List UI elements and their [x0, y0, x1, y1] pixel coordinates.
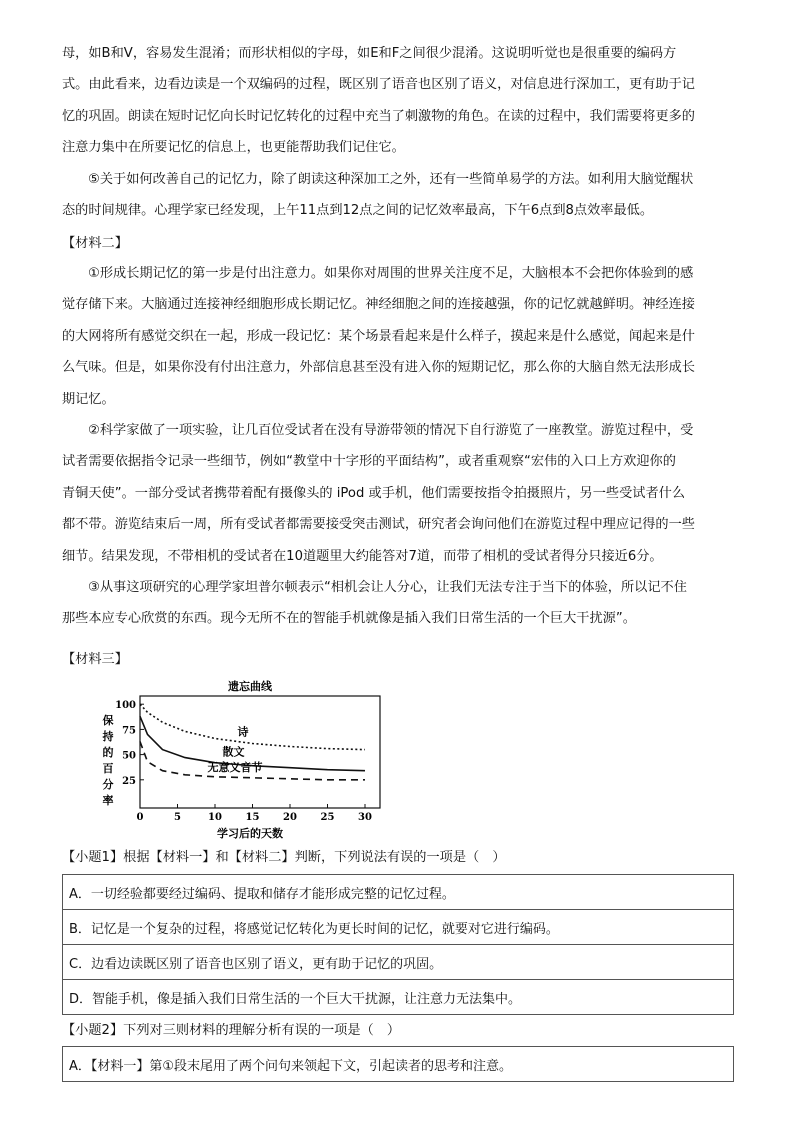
- text-line: 都不带。游览结束后一周，所有受试者都需要接受突击测试，研究者会询问他们在游览过程中理应记得的一些: [62, 517, 695, 533]
- y-axis-label-char: 率: [102, 794, 114, 807]
- y-axis-label-char: 百: [102, 762, 114, 775]
- y-tick-label: 75: [122, 725, 136, 737]
- text-line: 细节。结果发现，不带相机的受试者在10道题里大约能答对7道，而带了相机的受试者得分只接近6分。: [62, 548, 663, 564]
- y-tick-label: 50: [122, 750, 136, 762]
- x-tick-label: 30: [358, 812, 372, 823]
- q2-option-a[interactable]: A．【材料一】第①段末尾用了两个问句来领起下文，引起读者的思考和注意。: [63, 1047, 734, 1082]
- x-tick-label: 20: [283, 812, 297, 823]
- y-tick-label: 25: [122, 775, 136, 787]
- q1-option-d[interactable]: D．智能手机，像是插入我们日常生活的一个巨大干扰源，让注意力无法集中。: [63, 980, 734, 1015]
- text-line: 式。由此看来，边看边读是一个双编码的过程，既区别了语音也区别了语义，对信息进行深加工，更有助于记: [62, 77, 695, 93]
- text-line: 注意力集中在所要记忆的信息上，也更能帮助我们记住它。: [62, 140, 405, 156]
- plot-frame: [140, 696, 380, 808]
- y-tick-label: 100: [115, 700, 136, 712]
- series-label-2: 无意义音节: [207, 760, 263, 774]
- series-label-0: 诗: [237, 725, 249, 739]
- q1-stem: 【小题1】根据【材料一】和【材料二】判断，下列说法有误的一项是（ ）: [62, 850, 506, 865]
- q2-stem: 【小题2】下列对三则材料的理解分析有误的一项是（ ）: [62, 1023, 401, 1038]
- x-tick-label: 15: [245, 812, 260, 823]
- text-line: ③从事这项研究的心理学家坦普尔顿表示“相机会让人分心，让我们无法专注于当下的体验，所以记不住: [88, 579, 687, 595]
- material2-body: [62, 258, 734, 635]
- q1-options: [62, 874, 734, 1015]
- text-line: 期记忆。: [62, 391, 115, 407]
- text-line: ⑤关于如何改善自己的记忆力，除了朗读这种深加工之外，还有一些简单易学的方法。如利用大脑觉醒状: [88, 171, 694, 187]
- forgetting-curve-chart: [100, 674, 400, 846]
- text-line: 那些本应专心欣赏的东西。现今无所不在的智能手机就像是插入我们日常生活的一个巨大干扰源”。: [62, 611, 636, 627]
- y-axis-label-char: 分: [102, 778, 114, 791]
- text-line: 试者需要依据指令记录一些细节，例如“教堂中十字形的平面结构”，或者重观察“宏伟的入口上方欢迎你的: [62, 454, 676, 470]
- y-axis-label-char: 的: [102, 746, 114, 759]
- chart-title: 遗忘曲线: [228, 680, 272, 693]
- x-tick-label: 5: [174, 812, 181, 823]
- text-line: 的大网将所有感觉交织在一起，形成一段记忆：某个场景看起来是什么样子，摸起来是什么感觉，闻起来是什: [62, 328, 695, 344]
- text-line: ②科学家做了一项实验，让几百位受试者在没有导游带领的情况下自行游览了一座教堂。游览过程中，受: [88, 422, 694, 438]
- y-axis-label-char: 保: [102, 714, 114, 727]
- x-axis-label: 学习后的天数: [217, 827, 283, 840]
- series-line-0: [140, 704, 365, 749]
- material1-tail: [62, 38, 734, 226]
- text-line: ①形成长期记忆的第一步是付出注意力。如果你对周围的世界关注度不足，大脑根本不会把你体验到的感: [88, 266, 694, 281]
- text-line: 青铜天使”。一部分受试者携带着配有摄像头的 iPod 或手机，他们需要按指令拍摄照片，另一些受试者什么: [62, 485, 686, 501]
- x-tick-label: 25: [320, 812, 335, 823]
- text-line: 觉存储下来。大脑通过连接神经细胞形成长期记忆。神经细胞之间的连接越强，你的记忆就越鲜明。神经连接: [62, 297, 695, 313]
- text-line: 么气味。但是，如果你没有付出注意力，外部信息甚至没有进入你的短期记忆，那么你的大脑自然无法形成长: [62, 360, 695, 376]
- material3-label: 【材料三】: [62, 652, 128, 667]
- material2-label: 【材料二】: [62, 236, 128, 251]
- q1-option-b[interactable]: B．记忆是一个复杂的过程，将感觉记忆转化为更长时间的记忆，就要对它进行编码。: [63, 910, 734, 945]
- x-tick-label: 10: [208, 812, 222, 823]
- text-line: 忆的巩固。朗读在短时记忆向长时记忆转化的过程中充当了刺激物的角色。在读的过程中，我们需要将更多的: [62, 108, 695, 124]
- q1-option-a[interactable]: A．一切经验都要经过编码、提取和储存才能形成完整的记忆过程。: [63, 875, 734, 910]
- text-line: 态的时间规律。心理学家已经发现，上午11点到12点之间的记忆效率最高，下午6点到8点效率最低。: [62, 202, 654, 218]
- q2-options: [62, 1046, 734, 1082]
- q1-option-c[interactable]: C．边看边读既区别了语音也区别了语义，更有助于记忆的巩固。: [63, 945, 734, 980]
- y-axis-label-char: 持: [102, 730, 114, 743]
- series-label-1: 散文: [222, 745, 245, 759]
- chart-svg: [100, 674, 400, 846]
- x-tick-label: 0: [136, 812, 144, 823]
- text-line: 母，如B和V，容易发生混淆；而形状相似的字母，如E和F之间很少混淆。这说明听觉也是很重要的编码方: [62, 46, 677, 61]
